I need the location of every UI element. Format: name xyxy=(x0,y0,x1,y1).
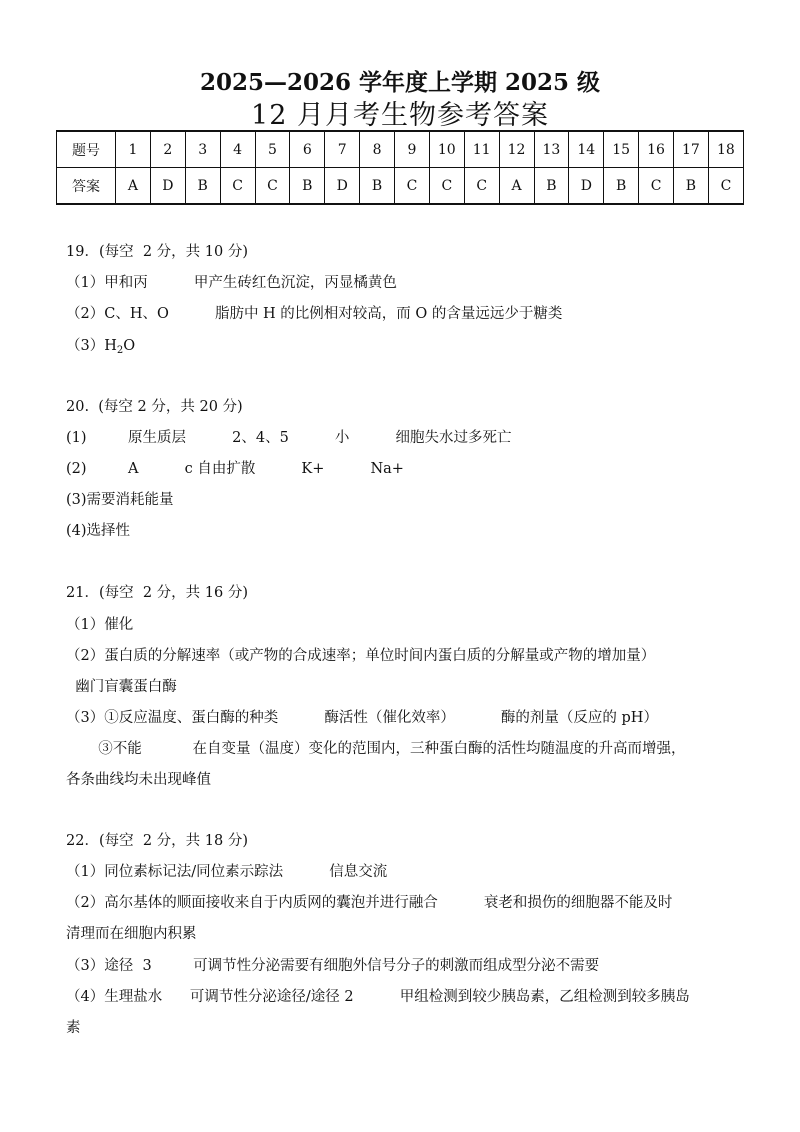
page-title-line2: 12 月月考生物参考答案 xyxy=(251,100,549,131)
answer-table xyxy=(56,130,744,205)
q19-header: 19．(每空 2 分，共 10 分) xyxy=(66,244,248,260)
q22-answer-4: （4）生理盐水 可调节性分泌途径/途径 2 甲组检测到较少胰岛素，乙组检测到较多胰岛 xyxy=(66,989,690,1005)
answer-cell: D xyxy=(325,168,360,205)
answer-cell: D xyxy=(569,168,604,205)
q22-answer-4-continued: 素 xyxy=(66,1020,81,1036)
number-cell: 2 xyxy=(150,131,185,168)
q19-answer-2: （2）C、H、O 脂肪中 H 的比例相对较高，而 O 的含量远远少于糖类 xyxy=(66,306,563,322)
answer-cell: A xyxy=(499,168,534,205)
answer-cell: C xyxy=(429,168,464,205)
q19-answer-1: （1）甲和丙 甲产生砖红色沉淀，丙显橘黄色 xyxy=(66,275,397,291)
answer-cell: C xyxy=(395,168,430,205)
q22-answer-2-continued: 清理而在细胞内积累 xyxy=(66,926,197,942)
number-cell: 1 xyxy=(116,131,151,168)
q20-answer-3: (3)需要消耗能量 xyxy=(66,492,174,508)
number-cell: 16 xyxy=(639,131,674,168)
answer-cell: B xyxy=(534,168,569,205)
q22-answer-1: （1）同位素标记法/同位素示踪法 信息交流 xyxy=(66,864,388,880)
q22-header: 22．(每空 2 分，共 18 分) xyxy=(66,833,248,849)
number-cell: 14 xyxy=(569,131,604,168)
q21-answer-3-part2: ③不能 在自变量（温度）变化的范围内，三种蛋白酶的活性均随温度的升高而增强， xyxy=(66,741,686,757)
page-title-line1: 2025—2026 学年度上学期 2025 级 xyxy=(199,69,601,96)
answer-cell: B xyxy=(185,168,220,205)
answer-cell: B xyxy=(360,168,395,205)
row-label-number: 题号 xyxy=(57,131,116,168)
answer-cell: D xyxy=(150,168,185,205)
answer-cell: C xyxy=(464,168,499,205)
q22-answer-2: （2）高尔基体的顺面接收来自于内质网的囊泡并进行融合 衰老和损伤的细胞器不能及时 xyxy=(66,895,673,911)
answer-cell: B xyxy=(604,168,639,205)
number-cell: 17 xyxy=(674,131,709,168)
answer-cell: C xyxy=(255,168,290,205)
q20-header: 20. (每空 2 分，共 20 分) xyxy=(66,399,243,415)
answer-cell: C xyxy=(708,168,743,205)
q19-answer-3 xyxy=(66,336,135,361)
number-cell: 10 xyxy=(429,131,464,168)
row-label-answer: 答案 xyxy=(57,168,116,205)
number-cell: 15 xyxy=(604,131,639,168)
q20-answer-4: (4)选择性 xyxy=(66,523,131,539)
answer-cell: B xyxy=(674,168,709,205)
q20-answer-2: (2) A c 自由扩散 K+ Na+ xyxy=(66,461,404,477)
q21-header: 21．(每空 2 分，共 16 分) xyxy=(66,585,248,601)
answer-table-answer-row xyxy=(57,168,744,205)
q22-answer-3: （3）途径 3 可调节性分泌需要有细胞外信号分子的刺激而组成型分泌不需要 xyxy=(66,958,600,974)
q20-answer-1: (1) 原生质层 2、4、5 小 细胞失水过多死亡 xyxy=(66,430,512,446)
q21-answer-2: （2）蛋白质的分解速率（或产物的合成速率；单位时间内蛋白质的分解量或产物的增加量） xyxy=(66,648,656,664)
q21-answer-2-continued: 幽门盲囊蛋白酶 xyxy=(66,679,177,695)
q19-answer-3-suffix: O xyxy=(123,338,136,354)
number-cell: 5 xyxy=(255,131,290,168)
number-cell: 7 xyxy=(325,131,360,168)
q21-answer-1: （1）催化 xyxy=(66,617,134,633)
answer-cell: C xyxy=(220,168,255,205)
q21-answer-3-part3: 各条曲线均未出现峰值 xyxy=(66,772,211,788)
answer-table-number-row xyxy=(57,131,744,168)
number-cell: 12 xyxy=(499,131,534,168)
q19-answer-3-subscript: 2 xyxy=(116,345,124,356)
number-cell: 9 xyxy=(395,131,430,168)
number-cell: 18 xyxy=(708,131,743,168)
answer-cell: A xyxy=(116,168,151,205)
number-cell: 13 xyxy=(534,131,569,168)
number-cell: 3 xyxy=(185,131,220,168)
answer-cell: C xyxy=(639,168,674,205)
number-cell: 4 xyxy=(220,131,255,168)
number-cell: 11 xyxy=(464,131,499,168)
number-cell: 8 xyxy=(360,131,395,168)
q21-answer-3: （3）①反应温度、蛋白酶的种类 酶活性（催化效率） 酶的剂量（反应的 pH） xyxy=(66,710,658,726)
answer-cell: B xyxy=(290,168,325,205)
q19-answer-3-prefix: （3）H xyxy=(66,338,117,354)
number-cell: 6 xyxy=(290,131,325,168)
